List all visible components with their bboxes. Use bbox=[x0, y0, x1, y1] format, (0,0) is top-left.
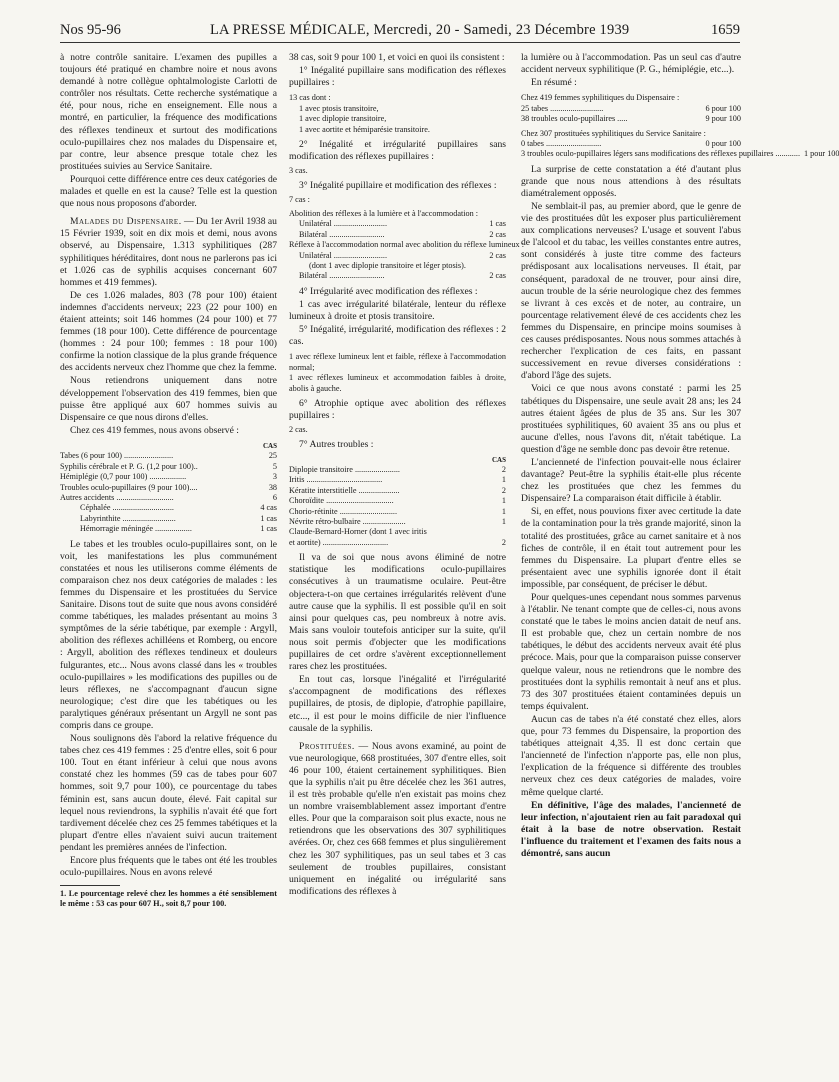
table-cell-value: 1 bbox=[501, 475, 506, 485]
table-cell-value: 6 bbox=[272, 492, 277, 502]
table-row bbox=[289, 475, 506, 485]
table-row bbox=[289, 517, 506, 527]
table-cell-value: 1 cas bbox=[489, 219, 506, 229]
table-cell-value: 1 pour 100 bbox=[804, 149, 839, 159]
section-heading: Malades du Dispensaire. bbox=[70, 216, 182, 228]
subsection-heading: 7° Autres troubles : bbox=[299, 438, 374, 450]
list-item: 1 avec réflexes lumineux et accommodation faibles à droite, abolis à gauche. bbox=[289, 373, 506, 393]
table-cell-label: (dont 1 avec diplopie transitoire et léger ptosis). bbox=[309, 261, 466, 271]
table-cell-value: 38 bbox=[268, 482, 277, 492]
list-item: 1 avec ptosis transitoire, bbox=[299, 103, 379, 113]
table-cell-value: 1 cas bbox=[260, 513, 277, 523]
table-cell-label: 25 tabes .......................... bbox=[521, 103, 604, 113]
table-cell-value: 2 bbox=[501, 485, 506, 495]
summary-dispensaire bbox=[521, 93, 741, 124]
cases-table bbox=[60, 441, 277, 535]
paragraph: Pour quelques-unes cependant nous sommes parvenus à l'établir. Ne tenant compte que de celles-ci, nous avons constaté que le tabes le moins ancien datait de neuf ans. Il est probable que, chez un certain nombre de nos tabétiques, le début des accidents nerveux avait été plus précoce. Mais, pour que la comparaison puisse conserver quelque valeur, nous ne retiendrons que le nombre des prostituées dont la syphilis remontait à neuf ans et plus. 73 des 307 prostituées étaient contaminées depuis un temps équivalent. bbox=[521, 592, 741, 712]
table-cell-label: Iritis ..................................... bbox=[289, 475, 383, 485]
issue-number: Nos 95-96 bbox=[60, 22, 121, 38]
summary-prostituees bbox=[521, 128, 839, 160]
table-cell-value: 5 bbox=[272, 461, 277, 471]
paragraph: 38 cas, soit 9 pour 100 1, et voici en quoi ils consistent : bbox=[289, 52, 505, 63]
list-item: 13 cas dont : bbox=[289, 93, 331, 103]
table-cell-value: 9 pour 100 bbox=[705, 114, 741, 124]
subsection-heading: 5° Inégalité, irrégularité, modification des réflexes : 2 cas. bbox=[289, 324, 506, 348]
column-3 bbox=[521, 52, 839, 861]
table-cell-label: et aortite) ................................ bbox=[289, 537, 389, 547]
table-cell-label: Névrite rétro-bulbaire ..................... bbox=[289, 517, 406, 527]
table-row bbox=[60, 503, 277, 513]
case-count: 3 cas. bbox=[289, 166, 308, 176]
table-cell-label: Kératite interstitielle .................... bbox=[289, 485, 400, 495]
table-cell-label: Chorio-rétinite ............................ bbox=[289, 506, 398, 516]
table-row bbox=[521, 114, 741, 124]
table-row bbox=[60, 451, 277, 461]
table-row bbox=[289, 465, 506, 475]
table-cell-label: 0 tabes ........................... bbox=[521, 138, 602, 148]
table-cell-label: 3 troubles oculo-pupillaires légers sans modifications des réflexes pupillaires ............ bbox=[521, 149, 800, 159]
header-rule bbox=[60, 42, 740, 43]
journal-title: LA PRESSE MÉDICALE, Mercredi, 20 - Samedi, 23 Décembre 1939 bbox=[210, 22, 630, 38]
subsection-heading: 1° Inégalité pupillaire sans modification des réflexes pupillaires : bbox=[289, 65, 506, 89]
table-row bbox=[60, 524, 277, 534]
table-body bbox=[521, 104, 741, 125]
list-item: 1 avec diplopie transitoire, bbox=[299, 114, 387, 124]
paragraph: De ces 1.026 malades, 803 (78 pour 100) étaient indemnes d'accidents nerveux; 223 (22 pour 100) en étaient atteints; soit 146 hommes (24 pour 100) et 77 femmes (18 pour 100). Cette différence de pourcentage (hommes : 24 pour 100; femmes : 18 pour 100) confirme la notion classique de la plus grande fréquence des accidents nerveux chez l'homme que chez la femme. bbox=[60, 289, 277, 374]
paragraph: Encore plus fréquents que le tabes ont été les troubles oculo-pupillaires. Nous en avons relevé bbox=[60, 855, 277, 879]
paragraph: Voici ce que nous avons constaté : parmi les 25 tabétiques du Dispensaire, une seule avait 28 ans; les 24 autres étaient âgées de plus de 35 ans. Sur les 307 prostituées syphilitiques, 60 avaient 35 ans ou plus et aucune d'elles, nous l'avons dit, n'était tabétique. La question d'âge ne semble donc pas devoir être retenue. bbox=[521, 383, 741, 455]
reflex-table bbox=[289, 209, 524, 282]
table-row bbox=[289, 486, 506, 496]
footnote-rule bbox=[60, 885, 120, 886]
paragraph: En tout cas, lorsque l'inégalité et l'irrégularité s'accompagnent de modifications des réflexes pupillaires, de ptosis, de diplopie, d'atrophie papillaire, etc..., il est pour le moins difficile de nier l'influence causale de la syphilis. bbox=[289, 674, 506, 734]
table-column-header: CAS bbox=[262, 441, 277, 450]
paragraph: Chez ces 419 femmes, nous avons observé : bbox=[70, 424, 239, 436]
table-cell-label: 38 troubles oculo-pupillaires ..... bbox=[521, 114, 628, 124]
paragraph: à notre contrôle sanitaire. L'examen des pupilles a toujours été pratiqué en chambre noire et nous avons demandé à notre collègue ophtalmologiste Carlotti de contrôler nos résultats. Cette recherche systématique a été, pour nous, riche en enseignement. Elle nous a montré, en particulier, la fréquence des modifications des réflexes tendineux et surtout des modifications oculo-pupillaires chez nos malades du Dispensaire et, par contre, leur absence presque totale chez les prostituées suivies au Service Sanitaire. bbox=[60, 52, 277, 172]
other-troubles-table bbox=[289, 455, 506, 549]
case-count: 2 cas. bbox=[289, 425, 308, 435]
subsection-list bbox=[289, 352, 506, 394]
table-row bbox=[60, 483, 277, 493]
table-column-header: CAS bbox=[491, 455, 506, 464]
table-cell-label: Labyrinthite .......................... bbox=[80, 513, 176, 523]
table-row bbox=[289, 230, 506, 240]
case-count: 7 cas : bbox=[289, 194, 310, 204]
table-body bbox=[521, 138, 839, 160]
paragraph: La surprise de cette constatation a été d'autant plus grande que nous nous attendions à des résultats diamétralement opposés. bbox=[521, 163, 741, 199]
summary-title: Chez 419 femmes syphilitiques du Dispensaire : bbox=[521, 93, 680, 103]
table-row bbox=[521, 139, 741, 149]
list-item: 1 avec aortite et hémiparésie transitoire. bbox=[299, 124, 430, 134]
table-cell-value: 25 bbox=[268, 451, 277, 461]
table-cell-value bbox=[502, 209, 506, 219]
column-2 bbox=[289, 52, 524, 899]
table-cell-label: Claude-Bernard-Horner (dont 1 avec iritis bbox=[289, 527, 427, 537]
table-cell-value: 4 cas bbox=[260, 503, 277, 513]
column-1 bbox=[60, 52, 277, 910]
table-cell-label: Troubles oculo-pupillaires (9 pour 100).... bbox=[60, 482, 198, 492]
paragraph: Malades du Dispensaire. — Du 1er Avril 1938 au 15 Février 1939, soit en dix mois et demi, nous avons observé, au Dispensaire, 1.313 syphilitiques (287 syphilitiques héréditaires, dont nous ne parlerons pas ici et 1.026 cas de syphilis acquises concernant 607 hommes et 419 femmes). bbox=[60, 216, 277, 288]
table-body bbox=[60, 451, 277, 534]
table-cell-value: 2 bbox=[501, 465, 506, 475]
table-cell-value bbox=[502, 527, 506, 537]
table-cell-label: Diplopie transitoire ...................... bbox=[289, 465, 400, 475]
table-cell-label: Réflexe à l'accommodation normal avec abolition du réflexe lumineux : bbox=[289, 240, 524, 250]
table-row bbox=[60, 462, 277, 472]
table-row bbox=[289, 527, 506, 537]
table-cell-value: 2 bbox=[501, 537, 506, 547]
table-body bbox=[289, 465, 506, 548]
table-cell-value: 2 cas bbox=[489, 229, 506, 239]
table-row bbox=[289, 251, 506, 261]
table-cell-label: Hémiplégie (0,7 pour 100) .................. bbox=[60, 472, 187, 482]
table-cell-value: 1 bbox=[501, 496, 506, 506]
table-row bbox=[289, 538, 506, 548]
table-cell-label: Syphilis cérébrale et P. G. (1,2 pour 100).. bbox=[60, 461, 198, 471]
table-cell-label: Abolition des réflexes à la lumière et à l'accommodation : bbox=[289, 209, 479, 218]
table-row bbox=[60, 472, 277, 482]
table-cell-label: Bilatéral ........................... bbox=[299, 271, 385, 281]
summary-title: Chez 307 prostituées syphilitiques du Service Sanitaire : bbox=[521, 128, 706, 138]
table-cell-label: Unilatéral .......................... bbox=[299, 219, 387, 229]
running-header bbox=[60, 22, 740, 40]
subsection-heading: 2° Inégalité et irrégularité pupillaires sans modification des réflexes pupillaires : bbox=[289, 138, 506, 162]
table-cell-value: 0 pour 100 bbox=[705, 138, 741, 148]
paragraph: Pourquoi cette différence entre ces deux catégories de malades et quelle en est la cause? Telle est la question que nous nous proposons d'aborder. bbox=[60, 173, 277, 210]
paragraph: Nous retiendrons uniquement dans notre développement l'observation des 419 femmes, bien que puisse être appliqué aux 607 hommes suivis au Dispensaire ce que nous dirons d'elles. bbox=[60, 375, 277, 423]
subsection-heading: 3° Inégalité pupillaire et modification des réflexes : bbox=[299, 179, 497, 191]
table-cell-value: 6 pour 100 bbox=[705, 103, 741, 113]
table-row bbox=[289, 496, 506, 506]
paragraph: L'ancienneté de l'infection pouvait-elle nous éclairer davantage? Peut-être la syphilis était-elle plus récente chez les prostituées que chez les femmes du Dispensaire? La comparaison était difficile à établir. bbox=[521, 456, 741, 505]
table-cell-label: Autres accidents ............................ bbox=[60, 492, 174, 502]
table-cell-value bbox=[502, 261, 506, 271]
table-cell-value: 2 cas bbox=[489, 271, 506, 281]
summary-heading: En résumé : bbox=[531, 77, 577, 89]
paragraph: Nous soulignons dès l'abord la relative fréquence du tabes chez ces 419 femmes : 25 d'entre elles, soit 6 pour 100. Tout en étant inférieur à celui que nous avons constaté chez les hommes (59 cas de tabes pour 607 hommes, soit 9,7 pour 100), ce pourcentage du tabes féminin est, sans aucun doute, élevé. Fait capital sur lequel nous reviendrons, la syphilis n'avait été que fort tardivement décelée chez ces 25 femmes tabétiques et la plupart d'entre elles n'avaient suivi aucun traitement pendant les premières années de l'infection. bbox=[60, 733, 277, 853]
page-number: 1659 bbox=[711, 22, 740, 38]
paragraph: Si, en effet, nous pouvions fixer avec certitude la date de la contamination pour la très grande majorité, sinon la totalité des prostituées, grâce au carnet sanitaire et à nos fiches de contrôle, il en était tout autrement pour les femmes du Dispensaire. La plupart d'entre elles se présentaient avec une syphilis ignorée dont il était impossible, par conséquent, de préciser le début. bbox=[521, 506, 741, 590]
subsection-list bbox=[289, 93, 506, 135]
list-item: 1 avec réflexe lumineux lent et faible, réflexe à l'accommodation normal; bbox=[289, 352, 506, 372]
table-row bbox=[289, 240, 524, 250]
table-row bbox=[60, 493, 277, 503]
paragraph: Prostituées. — Nous avons examiné, au point de vue neurologique, 668 prostituées, 307 d'entre elles, soit 46 pour 100, étaient certainement syphilitiques. Bien que la syphilis n'ait pu être décelée chez les 361 autres, il est très probable qu'elle n'en existait pas moins chez un nombre vraisemblablement assez important d'entre elles. Pour que la comparaison soit plus exacte, nous ne retiendrons que les observations des 307 syphilitiques avérées. Or, chez ces 668 femmes et plus singulièrement chez les 307 syphilitiques, pas un seul tabes et 3 cas seulement de troubles pupillaires, consistant uniquement en inégalité ou irrégularité sans modifications des réflexes à bbox=[289, 740, 506, 897]
paragraph: Ne semblait-il pas, au premier abord, que le genre de vie des prostituées dût les exposer plus particulièrement aux complications nerveuses? L'usage et souvent l'abus de l'alcool et du tabac, les veilles constantes entre autres, sont considérés à juste titre comme des facteurs prédisposant aux localisations nerveuses. Il était, par conséquent, paradoxal de ne trouver, pour ainsi dire, aucun trouble de la série neurologique chez des femmes se livrant à ces excès et de noter, au contraire, un pourcentage relativement élevé de ces accidents chez les femmes du Dispensaire, en principe moins soumises à ces causes prédisposantes. Nous nous sommes attachés à rechercher l'explication de ces faits, en passant successivement en revue diverses considérations : d'abord l'âge des sujets. bbox=[521, 201, 741, 382]
subsection-heading: 4° Irrégularité avec modification des réflexes : bbox=[299, 285, 478, 297]
table-row bbox=[289, 219, 506, 229]
table-cell-label: Choroïdite ................................. bbox=[289, 496, 394, 506]
table-cell-value: 1 cas bbox=[260, 524, 277, 534]
paragraph: Le tabes et les troubles oculo-pupillaires sont, on le voit, les manifestations les plus communément constatées et nous les utiliserons comme éléments de comparaison chez nos deux catégories de malades : les femmes du Dispensaire et les prostituées du Service Sanitaire. Disons tout de suite que nous avons considéré comme tabétiques, les malades présentant au moins 3 symptômes de la série tabétique, par exemple : Argyll, abolition des réflexes achilléens et Romberg, ou encore : Argyll, abolition des réflexes tendineux et douleurs fulgurantes, etc... Nous avons classé dans les « troubles oculo-pupillaires » les modifications des pupilles ou de leurs réflexes, ne s'accompagnant d'aucun signe neurologique; c'est dire que les tabétiques ou les paralytiques généraux présentant un Argyll ne sont pas compris dans ce groupe. bbox=[60, 538, 277, 731]
paragraph: Il va de soi que nous avons éliminé de notre statistique les modifications oculo-pupillaires consécutives à un traumatisme oculaire. Peut-être objectera-t-on que certaines irrégularités relèvent d'une autre cause que la syphilis. Il est possible qu'il en soit ainsi pour quelques cas, peu nombreux à notre avis. Mais sans vouloir toutefois anticiper sur la suite, qu'il nous soit permis d'objecter que les modifications pupillaires de cet ordre s'avèrent exceptionnellement rares chez les prostituées. bbox=[289, 552, 506, 673]
paragraph: Aucun cas de tabes n'a été constaté chez elles, alors que, pour 73 femmes du Dispensaire, la proportion des tabétiques atteignait 4,35. Il est donc certain que l'ancienneté de l'infection n'apporte pas, elle non plus, l'explication de la fréquence si différente des troubles nerveux chez ces deux catégories de malades, voire même quelque clarté. bbox=[521, 713, 741, 798]
section-heading: Prostituées. bbox=[299, 740, 355, 752]
paragraph: 1 cas avec irrégularité bilatérale, lenteur du réflexe lumineux à droite et ptosis transitoire. bbox=[289, 298, 506, 323]
table-row bbox=[289, 209, 506, 219]
table-row bbox=[521, 149, 839, 159]
table-cell-value: 1 bbox=[501, 506, 506, 516]
footnote: 1. Le pourcentage relevé chez les hommes a été sensiblement le même : 53 cas pour 607 H., soit 8,7 pour 100. bbox=[60, 889, 277, 909]
table-row bbox=[289, 507, 506, 517]
table-cell-value: 2 cas bbox=[489, 250, 506, 260]
table-row bbox=[521, 104, 741, 114]
paragraph: En définitive, l'âge des malades, l'ancienneté de leur infection, n'ajoutaient rien au fait paradoxal qui était à la base de notre observation. Restait l'influence du traitement et l'examen des faits nous a démontré, sans aucun bbox=[521, 799, 741, 859]
table-cell-value: 1 bbox=[501, 517, 506, 527]
table-cell-label: Hémorragie méningée .................. bbox=[80, 524, 192, 534]
table-cell-value: 3 bbox=[272, 472, 277, 482]
table-cell-label: Céphalée .............................. bbox=[80, 503, 174, 513]
paragraph: la lumière ou à l'accommodation. Pas un seul cas d'autre accident nerveux syphilitique (P. G., hémiplégie, etc...). bbox=[521, 52, 741, 76]
table-cell-label: Bilatéral ........................... bbox=[299, 229, 385, 239]
table-row bbox=[289, 261, 506, 271]
table-row bbox=[289, 271, 506, 281]
table-cell-label: Tabes (6 pour 100) ........................ bbox=[60, 451, 174, 461]
table-row bbox=[60, 514, 277, 524]
table-cell-label: Unilatéral .......................... bbox=[299, 250, 387, 260]
subsection-heading: 6° Atrophie optique avec abolition des réflexes pupillaires : bbox=[289, 397, 506, 422]
